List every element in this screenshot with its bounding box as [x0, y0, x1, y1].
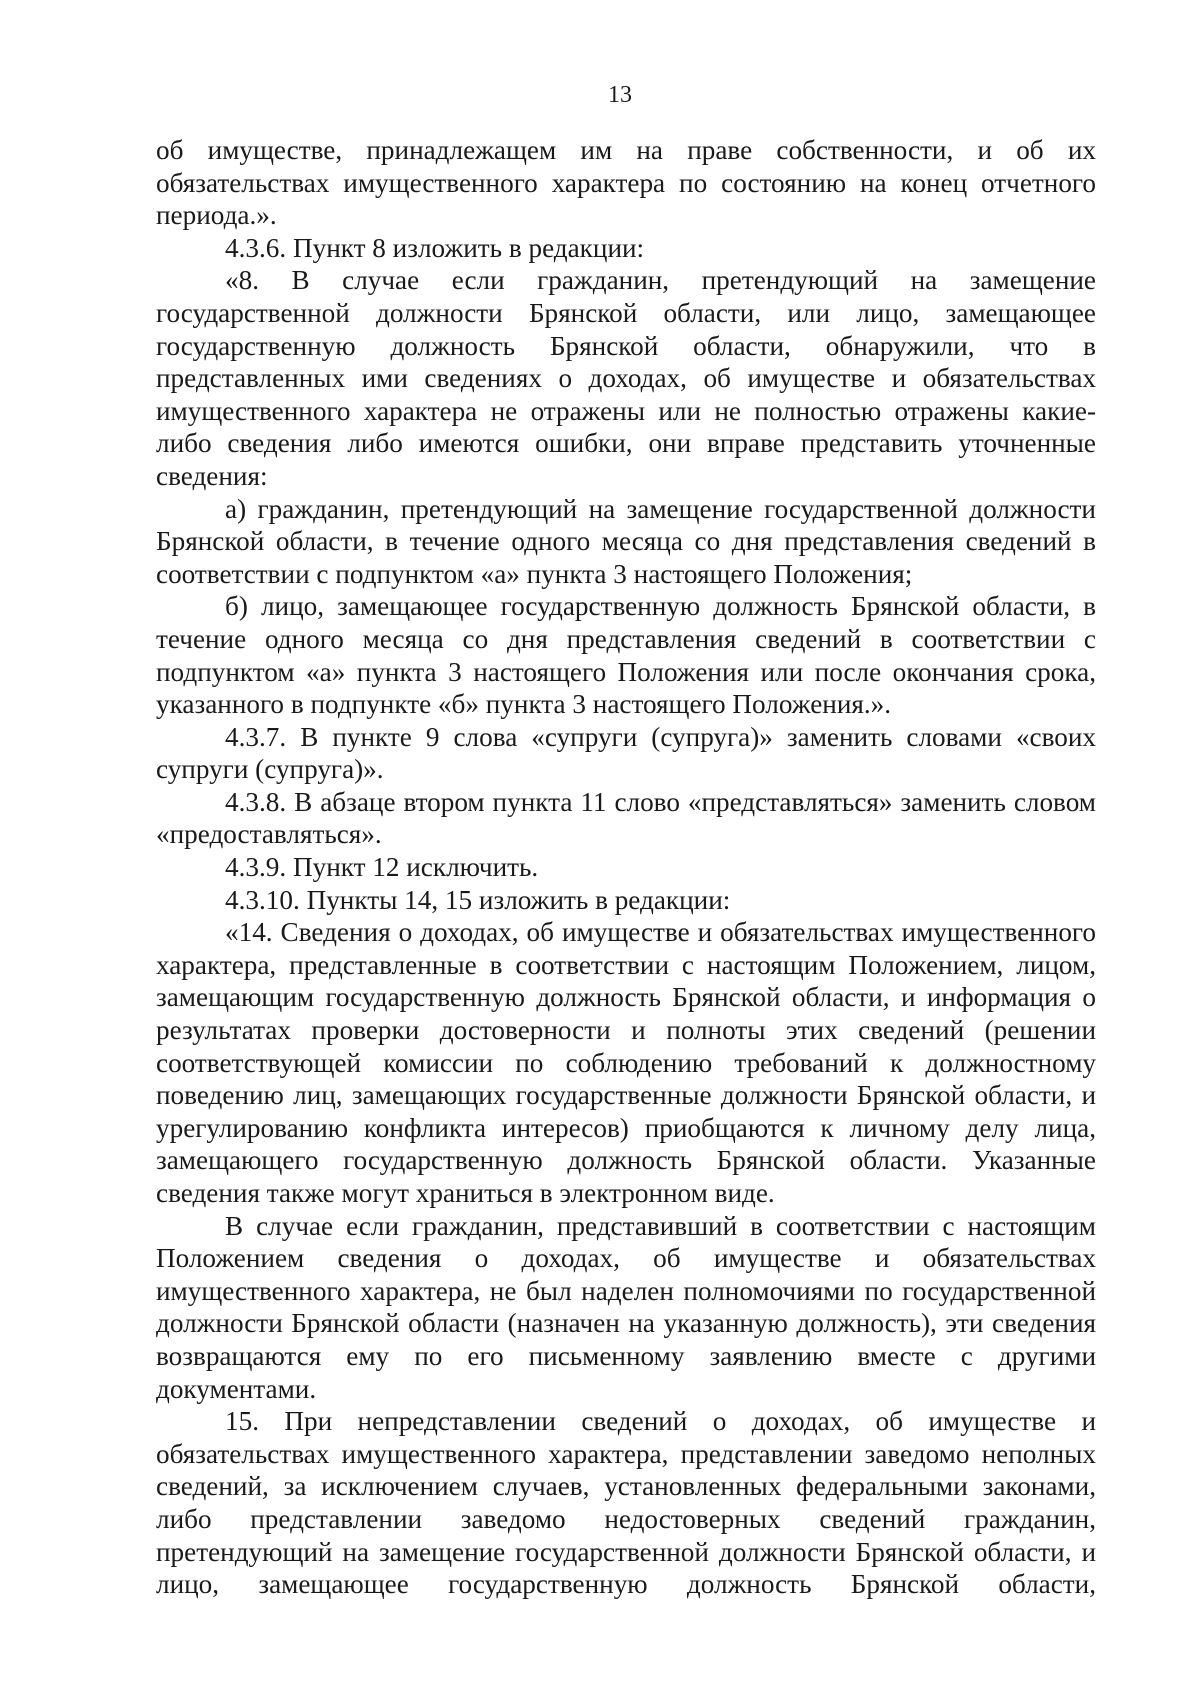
paragraph-item-4-3-9: 4.3.9. Пункт 12 исключить. — [225, 852, 539, 883]
paragraph-subpoint-a: а) гражданин, претендующий на замещение государственной должности Брянской области, в течение одного месяца со дня представления сведений в соответствии с подпунктом «а» пункта 3 настоящего Положения; — [156, 493, 1096, 589]
paragraph-point-8: «8. В случае если гражданин, претендующий на замещение государственной должности Брянской области, или лицо, замещающее государственную должность Брянской области, обнаружили, что в представленных ими сведениях о доходах, об имуществе и обязательствах имущественного характера не отражены или не полностью отражены какие-либо сведения либо имеются ошибки, они вправе представить уточненные сведения: — [156, 265, 1096, 491]
paragraph-point-15: 15. При непредставлении сведений о доходах, об имуществе и обязательствах имущественного характера, представлении заведомо неполных сведений, за исключением случаев, установленных федеральными законами, либо представлении заведомо недостоверных сведений гражданин, претендующий на замещение государственной должности Брянской области, и лицо, замещающее государственную должность Брянской области, — [156, 1406, 1096, 1600]
paragraph-item-4-3-6: 4.3.6. Пункт 8 изложить в редакции: — [225, 232, 645, 263]
paragraph-item-4-3-10: 4.3.10. Пункты 14, 15 изложить в редакции: — [225, 884, 731, 915]
paragraph-item-4-3-7: 4.3.7. В пункте 9 слова «супруги (супруга)» заменить словами «своих супруги (супруга)». — [156, 721, 1096, 785]
paragraph-item-4-3-8: 4.3.8. В абзаце втором пункта 11 слово «представляться» заменить словом «предоставляться». — [156, 786, 1096, 850]
paragraph-point-14: «14. Сведения о доходах, об имуществе и обязательствах имущественного характера, представленные в соответствии с настоящим Положением, лицом, замещающим государственную должность Брянской области, и информация о результатах проверки достоверности и полноты этих сведений (решении соответствующей комиссии по соблюдению требований к должностному поведению лиц, замещающих государственные должности Брянской области, и урегулированию конфликта интересов) приобщаются к личному делу лица, замещающего государственную должность Брянской области. Указанные сведения также могут храниться в электронном виде. — [156, 917, 1096, 1208]
paragraph-subpoint-b: б) лицо, замещающее государственную должность Брянской области, в течение одного месяца со дня представления сведений в соответствии с подпунктом «а» пункта 3 настоящего Положения или после окончания срока, указанного в подпункте «б» пункта 3 настоящего Положения.». — [156, 591, 1096, 720]
page-number: 13 — [608, 82, 632, 108]
paragraph-point-14-part-2: В случае если гражданин, представивший в соответствии с настоящим Положением сведения о доходах, об имуществе и обязательствах имущественного характера, не был наделен полномочиями по государственной должности Брянской области (назначен на указанную должность), эти сведения возвращаются ему по его письменному заявлению вместе с другими документами. — [156, 1210, 1096, 1404]
document-body — [156, 134, 1096, 1601]
paragraph-continuation: об имуществе, принадлежащем им на праве собственности, и об их обязательствах имущественного характера по состоянию на конец отчетного периода.». — [156, 135, 1096, 231]
